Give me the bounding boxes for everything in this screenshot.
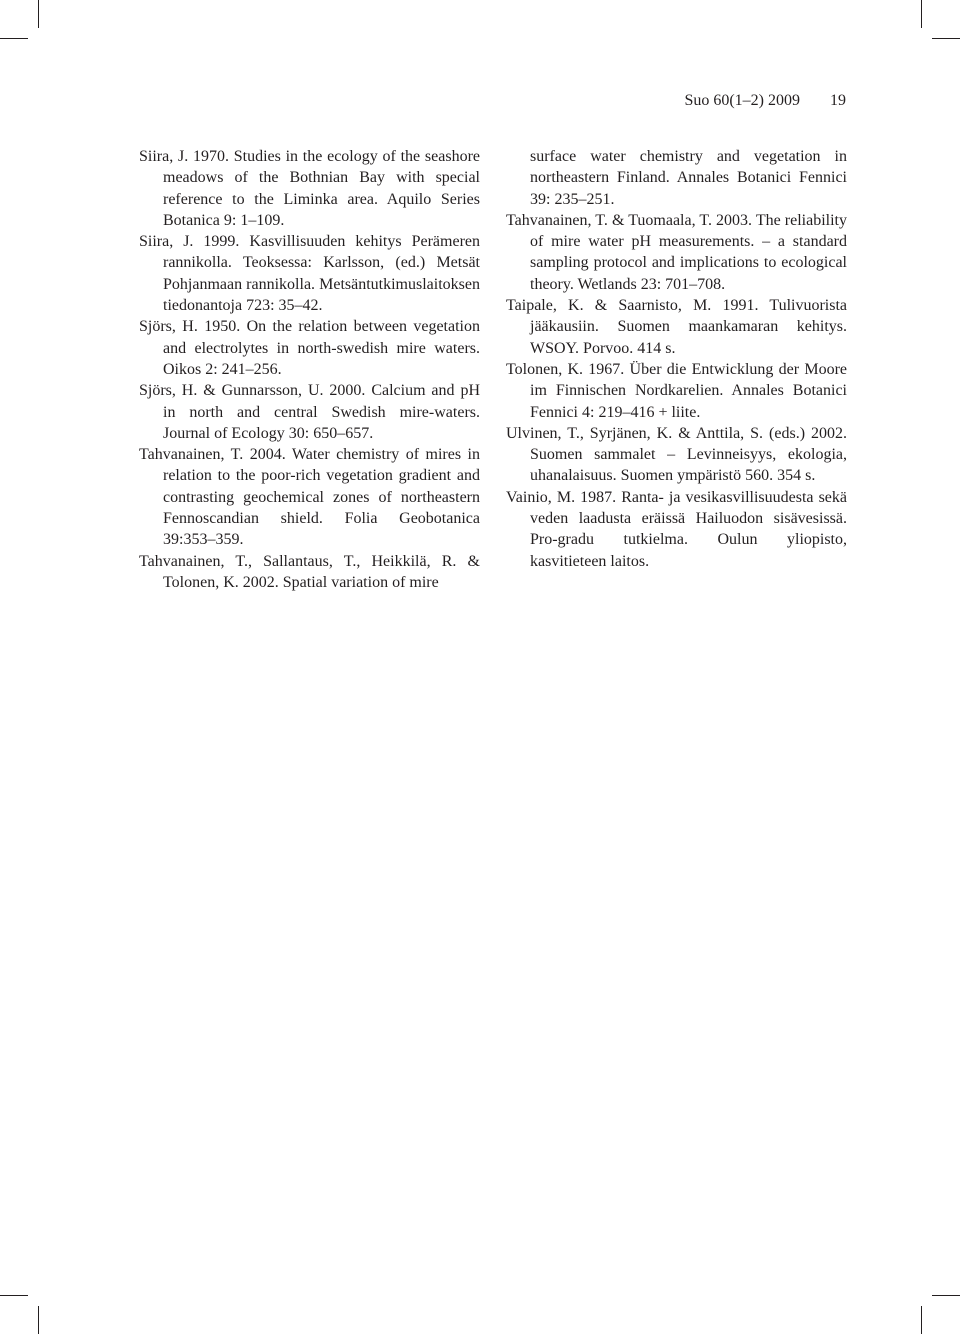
reference-entry: Tahvanainen, T. 2004. Water chemistry of mires in relation to the poor-rich vegetation gradient and contrasting geochemical zones of northeastern Fennoscandian shield. Folia Geobotanica 39:353–359. <box>139 446 480 549</box>
reference-entry: Ulvinen, T., Syrjänen, K. & Anttila, S. (eds.) 2002. Suomen sammalet – Levinneisyys, ekologia, uhanalaisuus. Suomen ympäristö 560. 354 s. <box>506 424 847 485</box>
reference-entry: Tolonen, K. 1967. Über die Entwicklung der Moore im Finnischen Nordkarelien. Annales Botanici Fennici 4: 219–416 + liite. <box>506 360 847 421</box>
reference-continuation: surface water chemistry and vegetation in northeastern Finland. Annales Botanici Fennici 39: 235–251. <box>530 148 847 208</box>
reference-entry: Sjörs, H. & Gunnarsson, U. 2000. Calcium and pH in north and central Swedish mire-waters. Journal of Ecology 30: 650–657. <box>139 382 480 442</box>
crop-mark-bottom-left-h <box>0 1295 28 1296</box>
journal-issue: Suo 60(1–2) 2009 <box>684 92 800 109</box>
crop-mark-bottom-left-v <box>38 1306 39 1334</box>
crop-mark-top-left-v <box>38 0 39 28</box>
reference-entry: Siira, J. 1999. Kasvillisuuden kehitys Perämeren rannikolla. Teoksessa: Karlsson, (ed.) Metsät Pohjanmaan rannikolla. Metsäntutkimuslaitoksen tiedonantoja 723: 35–42. <box>139 233 480 315</box>
right-column <box>506 146 847 572</box>
crop-mark-top-right-v <box>921 0 922 28</box>
crop-mark-top-left-h <box>0 38 28 39</box>
reference-entry: Taipale, K. & Saarnisto, M. 1991. Tulivuorista jääkausiin. Suomen maankamaran kehitys. WSOY. Porvoo. 414 s. <box>506 297 847 357</box>
reference-entry: Tahvanainen, T., Sallantaus, T., Heikkilä, R. & Tolonen, K. 2002. Spatial variation of mire <box>139 552 480 591</box>
running-head <box>684 90 846 112</box>
crop-mark-top-right-h <box>932 38 960 39</box>
reference-entry: Tahvanainen, T. & Tuomaala, T. 2003. The reliability of mire water pH measurements. – a standard sampling protocol and implications to ecological theory. Wetlands 23: 701–708. <box>506 211 847 293</box>
reference-entry: Vainio, M. 1987. Ranta- ja vesikasvillisuudesta sekä veden laadusta eräissä Hailuodon sisävesissä. Pro-gradu tutkielma. Oulun yliopisto, kasvitieteen laitos. <box>506 488 847 570</box>
reference-entry: Sjörs, H. 1950. On the relation between vegetation and electrolytes in north-swedish mire waters. Oikos 2: 241–256. <box>139 318 480 378</box>
crop-mark-bottom-right-v <box>921 1306 922 1334</box>
crop-mark-bottom-right-h <box>932 1295 960 1296</box>
left-column <box>139 146 480 593</box>
reference-entry: Siira, J. 1970. Studies in the ecology of the seashore meadows of the Bothnian Bay with special reference to the Liminka area. Aquilo Series Botanica 9: 1–109. <box>139 148 480 229</box>
page-number: 19 <box>830 92 846 109</box>
